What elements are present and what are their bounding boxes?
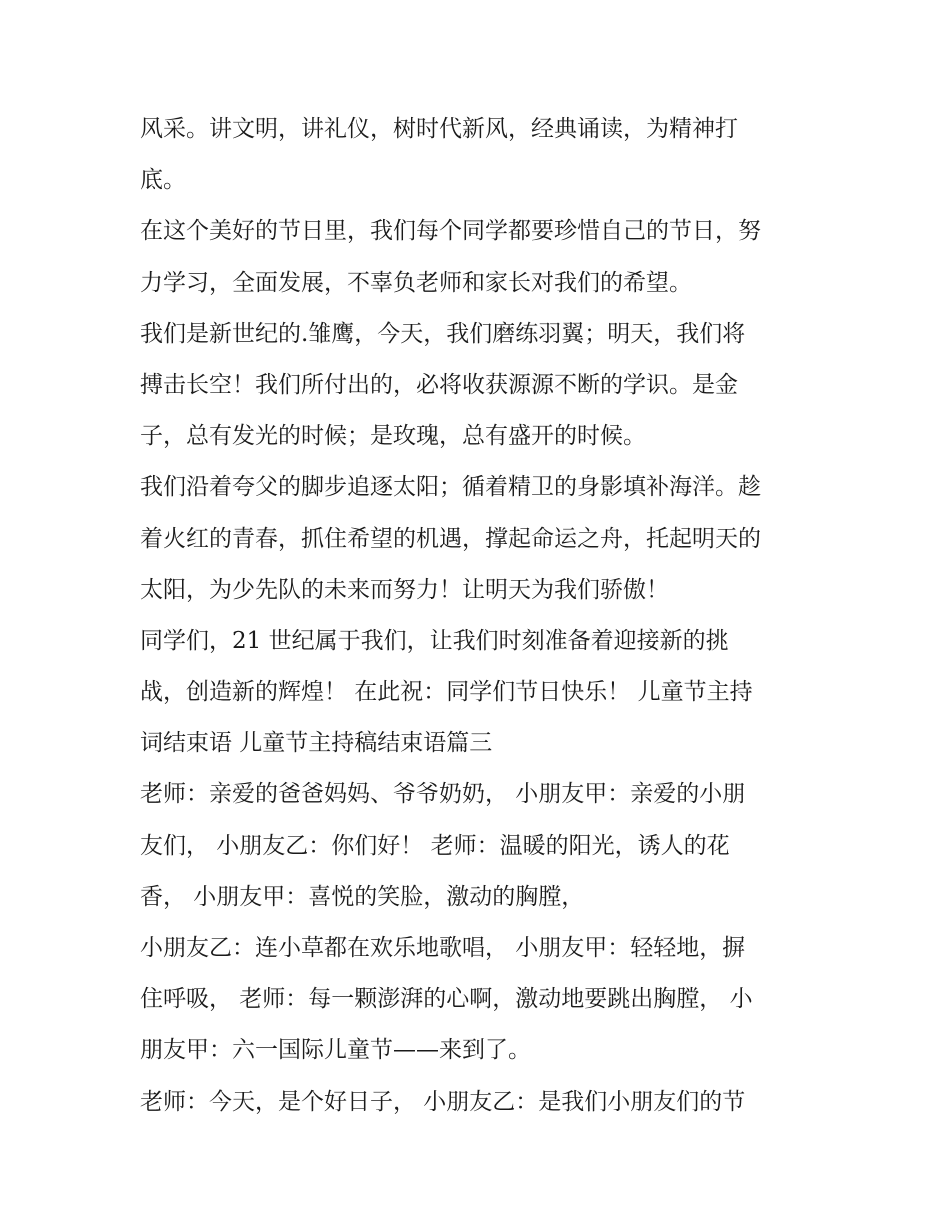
text-line: 老师：今天，是个好日子， 小朋友乙：是我们小朋友们的节 <box>140 1088 746 1115</box>
text-line: 子，总有发光的时候；是玫瑰，总有盛开的时候。 <box>140 423 646 450</box>
text-line: 同学们，21 世纪属于我们，让我们时刻准备着迎接新的挑 <box>140 627 729 654</box>
text-line: 友们， 小朋友乙：你们好！ 老师：温暖的阳光，诱人的花 <box>140 832 730 859</box>
text-line: 在这个美好的节日里，我们每个同学都要珍惜自己的节日，努 <box>140 218 761 245</box>
text-line: 词结束语 儿童节主持稿结束语篇三 <box>140 730 493 757</box>
text-line: 住呼吸， 老师：每一颗澎湃的心啊，激动地要跳出胸膛， 小 <box>140 986 753 1013</box>
text-line: 我们是新世纪的.雏鹰，今天，我们磨练羽翼；明天，我们将 <box>140 320 746 347</box>
text-line: 香， 小朋友甲：喜悦的笑脸，激动的胸膛， <box>140 883 585 910</box>
text-line: 老师：亲爱的爸爸妈妈、爷爷奶奶， 小朋友甲：亲爱的小朋 <box>140 781 746 808</box>
text-line: 我们沿着夸父的脚步追逐太阳；循着精卫的身影填补海洋。趁 <box>140 474 761 501</box>
text-line: 风采。讲文明，讲礼仪，树时代新风，经典诵读，为精神打 <box>140 116 738 142</box>
text-line: 底。 <box>140 167 186 194</box>
text-line: 搏击长空！我们所付出的，必将收获源源不断的学识。是金 <box>140 371 738 398</box>
text-line: 着火红的青春，抓住希望的机遇，撑起命运之舟，托起明天的 <box>140 525 761 552</box>
text-line: 太阳，为少先队的未来而努力！让明天为我们骄傲！ <box>140 576 669 603</box>
text-line: 小朋友乙：连小草都在欢乐地歌唱， 小朋友甲：轻轻地，摒 <box>140 935 746 961</box>
document-body <box>140 104 830 1128</box>
text-line: 力学习，全面发展，不辜负老师和家长对我们的希望。 <box>140 269 692 296</box>
text-line: 朋友甲：六一国际儿童节——来到了。 <box>140 1037 531 1064</box>
text-line: 战，创造新的辉煌！ 在此祝：同学们节日快乐！ 儿童节主持 <box>140 679 753 706</box>
